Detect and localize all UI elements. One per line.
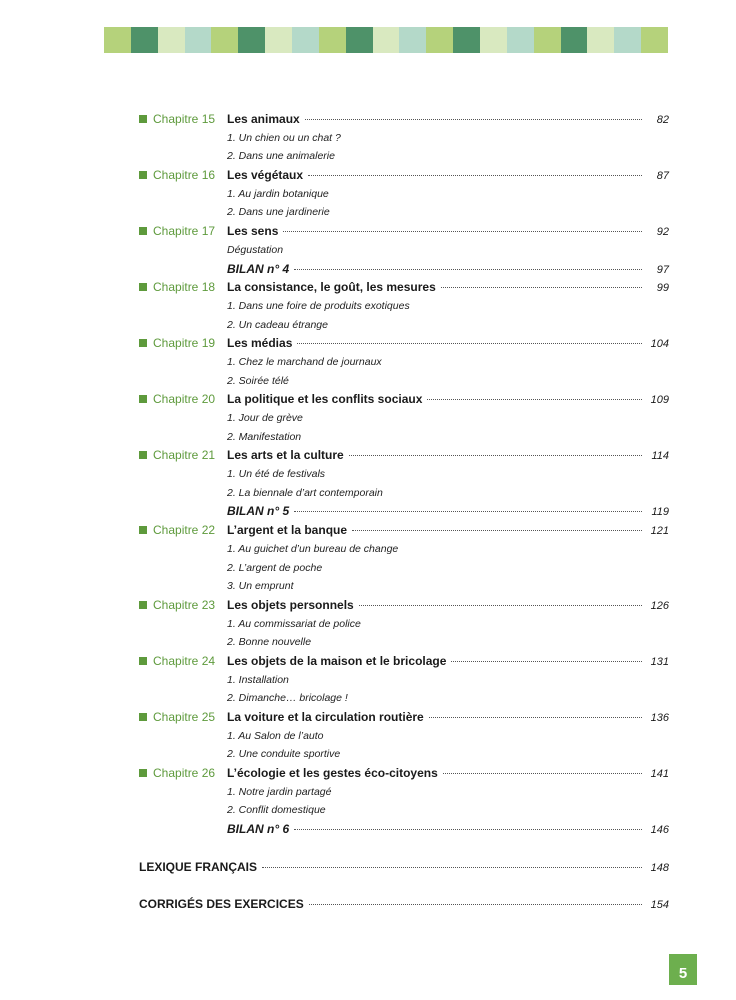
chapter-label bbox=[139, 278, 215, 297]
chapter-title: Les objets de la maison et le bricolage bbox=[227, 653, 447, 668]
toc-entry-chapter-23[interactable] bbox=[139, 596, 669, 615]
chapter-label bbox=[139, 110, 215, 129]
page-number: 104 bbox=[650, 338, 669, 351]
page-number: 87 bbox=[656, 170, 669, 183]
chapter-label bbox=[139, 334, 215, 353]
color-band-segment bbox=[319, 27, 346, 53]
chapter-label bbox=[139, 764, 215, 783]
page-number: 119 bbox=[651, 506, 669, 519]
lesson-item: 2. Dimanche… bricolage ! bbox=[227, 692, 348, 705]
chapter-title: L’écologie et les gestes éco-citoyens bbox=[227, 766, 438, 781]
toc-entry-bilan-5[interactable] bbox=[139, 502, 669, 521]
dot-leader bbox=[349, 455, 642, 456]
bilan-title: BILAN n° 4 bbox=[227, 261, 290, 276]
color-band-segment bbox=[561, 27, 588, 53]
chapter-label bbox=[139, 652, 215, 671]
lesson-item: Dégustation bbox=[227, 243, 284, 256]
section-title: LEXIQUE FRANÇAIS bbox=[139, 859, 258, 874]
lesson-item: 2. Manifestation bbox=[227, 430, 302, 443]
dot-leader bbox=[309, 904, 642, 905]
chapter-title: Les arts et la culture bbox=[227, 448, 344, 463]
chapter-number: Chapitre 24 bbox=[153, 653, 216, 668]
toc-entry-chapter-25[interactable] bbox=[139, 708, 669, 727]
lesson-item: 1. Au jardin botanique bbox=[227, 187, 329, 200]
page-number: 146 bbox=[650, 824, 669, 837]
toc-entry-chapter-21[interactable] bbox=[139, 446, 669, 465]
color-band-segment bbox=[104, 27, 131, 53]
lesson-item: 1. Au commissariat de police bbox=[227, 617, 361, 630]
square-bullet-icon bbox=[139, 657, 147, 665]
chapter-label bbox=[139, 390, 215, 409]
lesson-item: 1. Au Salon de l’auto bbox=[227, 729, 324, 742]
page-number: 131 bbox=[650, 655, 669, 668]
dot-leader bbox=[451, 661, 642, 662]
chapter-title: Les objets personnels bbox=[227, 597, 354, 612]
toc-entry-chapter-22[interactable] bbox=[139, 521, 669, 540]
chapter-title: Les animaux bbox=[227, 112, 300, 126]
page-number-badge: 5 bbox=[669, 954, 697, 985]
decorative-color-band bbox=[104, 27, 668, 53]
page-number: 141 bbox=[650, 768, 669, 781]
dot-leader bbox=[262, 867, 642, 868]
page-number: 82 bbox=[656, 114, 669, 126]
color-band-segment bbox=[346, 27, 373, 53]
toc-entry-chapter-19[interactable] bbox=[139, 334, 669, 353]
toc-entry-chapter-15[interactable] bbox=[139, 110, 669, 129]
page-number: 126 bbox=[650, 599, 669, 612]
color-band-segment bbox=[426, 27, 453, 53]
chapter-number: Chapitre 21 bbox=[153, 448, 216, 463]
lesson-item: 2. L’argent de poche bbox=[227, 561, 323, 574]
color-band-segment bbox=[185, 27, 212, 53]
lesson-item: 1. Notre jardin partagé bbox=[227, 785, 332, 798]
toc-entry-chapter-18[interactable] bbox=[139, 278, 669, 297]
chapter-number: Chapitre 22 bbox=[153, 523, 216, 538]
page-number: 92 bbox=[656, 226, 669, 239]
dot-leader bbox=[305, 119, 642, 120]
chapter-label bbox=[139, 596, 215, 615]
square-bullet-icon bbox=[139, 713, 147, 721]
chapter-label bbox=[139, 521, 215, 540]
toc-entry-chapter-17[interactable] bbox=[139, 222, 669, 241]
lesson-item: 2. Un cadeau étrange bbox=[227, 318, 328, 331]
lesson-item: 1. Au guichet d’un bureau de change bbox=[227, 542, 399, 555]
chapter-number: Chapitre 17 bbox=[153, 224, 216, 239]
dot-leader bbox=[297, 343, 642, 344]
page-number: 154 bbox=[650, 898, 669, 911]
bilan-title: BILAN n° 5 bbox=[227, 504, 290, 519]
page-number: 148 bbox=[650, 861, 669, 874]
dot-leader bbox=[294, 511, 642, 512]
lesson-item: 1. Dans une foire de produits exotiques bbox=[227, 299, 410, 312]
dot-leader bbox=[308, 175, 642, 176]
table-of-contents bbox=[139, 110, 669, 914]
color-band-segment bbox=[587, 27, 614, 53]
dot-leader bbox=[441, 287, 642, 288]
color-band-segment bbox=[373, 27, 400, 53]
toc-entry-chapter-16[interactable] bbox=[139, 166, 669, 185]
color-band-segment bbox=[399, 27, 426, 53]
chapter-title: Les végétaux bbox=[227, 168, 304, 183]
lesson-item: 1. Jour de grève bbox=[227, 412, 303, 424]
dot-leader bbox=[443, 773, 642, 774]
color-band-segment bbox=[158, 27, 185, 53]
color-band-segment bbox=[480, 27, 507, 53]
chapter-label bbox=[139, 708, 215, 727]
square-bullet-icon bbox=[139, 339, 147, 347]
square-bullet-icon bbox=[139, 283, 147, 291]
page-number: 121 bbox=[650, 525, 669, 538]
color-band-segment bbox=[614, 27, 641, 53]
square-bullet-icon bbox=[139, 227, 147, 235]
dot-leader bbox=[294, 829, 642, 830]
page-number: 97 bbox=[656, 263, 669, 276]
lesson-item: 2. Bonne nouvelle bbox=[227, 636, 312, 649]
chapter-number: Chapitre 23 bbox=[153, 597, 216, 612]
square-bullet-icon bbox=[139, 451, 147, 459]
lesson-item: 1. Un été de festivals bbox=[227, 468, 326, 481]
chapter-label bbox=[139, 166, 215, 185]
page-number: 99 bbox=[656, 282, 669, 295]
square-bullet-icon bbox=[139, 171, 147, 179]
lesson-item: 2. Dans une jardinerie bbox=[227, 206, 330, 219]
toc-entry-chapter-20[interactable] bbox=[139, 390, 669, 409]
chapter-number: Chapitre 19 bbox=[153, 336, 216, 351]
chapter-number: Chapitre 25 bbox=[153, 710, 216, 724]
color-band-segment bbox=[238, 27, 265, 53]
chapter-number: Chapitre 26 bbox=[153, 766, 216, 781]
toc-entry-corriges[interactable] bbox=[139, 895, 669, 914]
lesson-item: 1. Chez le marchand de journaux bbox=[227, 355, 382, 368]
chapter-number: Chapitre 15 bbox=[153, 112, 216, 126]
chapter-label bbox=[139, 446, 215, 465]
lesson-item: 2. Dans une animalerie bbox=[227, 150, 335, 163]
color-band-segment bbox=[507, 27, 534, 53]
chapter-number: Chapitre 16 bbox=[153, 168, 216, 183]
lesson-item: 2. Soirée télé bbox=[227, 374, 289, 387]
dot-leader bbox=[294, 269, 642, 270]
color-band-segment bbox=[453, 27, 480, 53]
toc-entry-bilan-6[interactable] bbox=[139, 820, 669, 839]
section-title: CORRIGÉS DES EXERCICES bbox=[139, 896, 304, 911]
dot-leader bbox=[427, 399, 642, 400]
toc-entry-bilan-4[interactable] bbox=[139, 260, 669, 279]
chapter-label bbox=[139, 222, 215, 241]
color-band-segment bbox=[131, 27, 158, 53]
lesson-item: 3. Un emprunt bbox=[227, 580, 294, 593]
square-bullet-icon bbox=[139, 769, 147, 777]
lesson-item: 2. Conflit domestique bbox=[227, 804, 326, 817]
dot-leader bbox=[429, 717, 642, 718]
lesson-item: 2. Une conduite sportive bbox=[227, 748, 341, 761]
page-number: 109 bbox=[650, 394, 669, 407]
chapter-title: Les sens bbox=[227, 224, 279, 239]
page-number: 114 bbox=[651, 450, 669, 463]
square-bullet-icon bbox=[139, 115, 147, 123]
page-number: 136 bbox=[650, 712, 669, 724]
color-band-segment bbox=[534, 27, 561, 53]
chapter-number: Chapitre 18 bbox=[153, 280, 216, 295]
chapter-title: L’argent et la banque bbox=[227, 523, 348, 538]
color-band-segment bbox=[265, 27, 292, 53]
lesson-item: 1. Installation bbox=[227, 673, 289, 686]
toc-entry-chapter-24[interactable] bbox=[139, 652, 669, 671]
chapter-number: Chapitre 20 bbox=[153, 392, 216, 407]
dot-leader bbox=[352, 530, 642, 531]
lesson-item: 2. La biennale d’art contemporain bbox=[227, 486, 383, 499]
lesson-item: 1. Un chien ou un chat ? bbox=[227, 131, 341, 144]
square-bullet-icon bbox=[139, 526, 147, 534]
chapter-title: La consistance, le goût, les mesures bbox=[227, 280, 436, 295]
chapter-title: Les médias bbox=[227, 336, 293, 351]
square-bullet-icon bbox=[139, 395, 147, 403]
bilan-title: BILAN n° 6 bbox=[227, 822, 290, 837]
chapter-title: La voiture et la circulation routière bbox=[227, 710, 424, 724]
color-band-segment bbox=[211, 27, 238, 53]
color-band-segment bbox=[641, 27, 668, 53]
chapter-title: La politique et les conflits sociaux bbox=[227, 392, 423, 407]
color-band-segment bbox=[292, 27, 319, 53]
toc-entry-lexique[interactable] bbox=[139, 858, 669, 877]
toc-entry-chapter-26[interactable] bbox=[139, 764, 669, 783]
dot-leader bbox=[359, 605, 642, 606]
square-bullet-icon bbox=[139, 601, 147, 609]
dot-leader bbox=[283, 231, 642, 232]
